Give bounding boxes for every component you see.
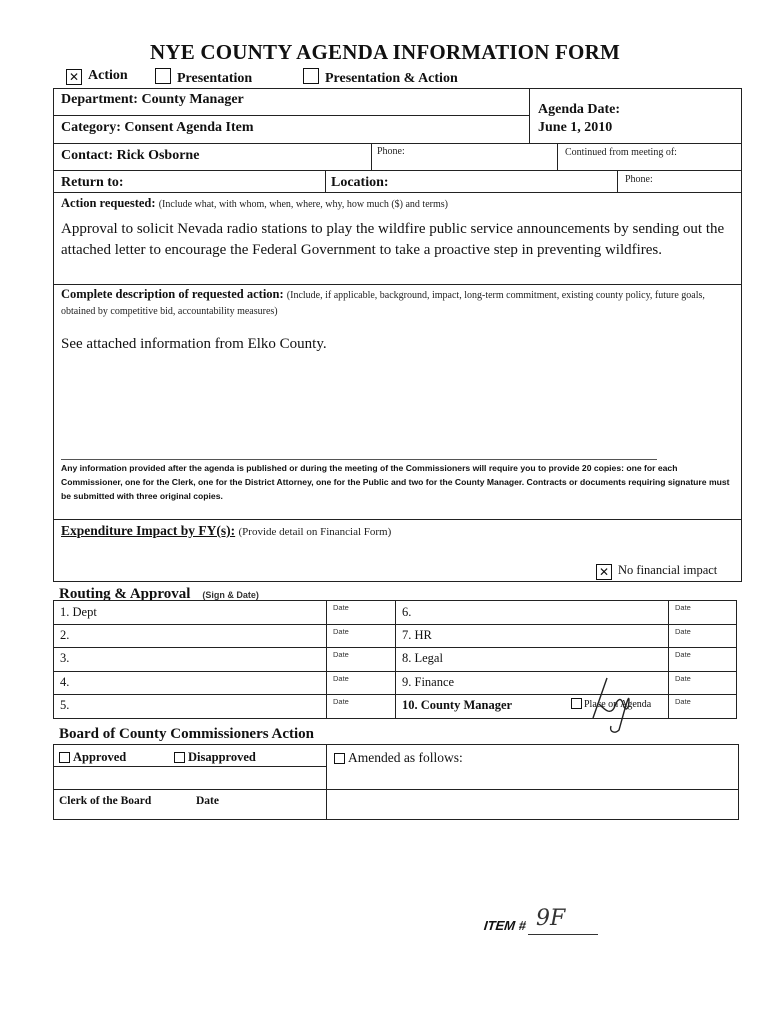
date-label: Date: [675, 650, 691, 659]
agenda-date-label: Agenda Date:: [538, 102, 621, 117]
date-label: Date: [333, 697, 349, 706]
agenda-date-value: June 1, 2010: [538, 120, 613, 135]
routing-row-left: 1. Dept: [60, 605, 97, 619]
date-label: Date: [675, 674, 691, 683]
department-field: Department: County Manager: [61, 92, 244, 107]
routing-row-right: 7. HR: [402, 628, 432, 642]
date-label: Date: [675, 627, 691, 636]
action-requested-text: Approval to solicit Nevada radio stations to play the wildfire public service announcements by sending out the attached letter to encourage the Federal Government to take a proactive step in preventing wildfires.: [61, 221, 725, 258]
routing-heading: Routing & Approval (Sign & Date): [59, 586, 259, 602]
description-text: See attached information from Elko County.: [61, 336, 327, 352]
checkbox-icon[interactable]: [59, 752, 70, 763]
place-on-agenda[interactable]: Place on Agenda: [571, 698, 651, 710]
signature-mark: [585, 676, 645, 736]
date-label: Date: [333, 650, 349, 659]
routing-row-right: 8. Legal: [402, 651, 443, 665]
checkbox-icon[interactable]: [303, 68, 319, 84]
continued-label: Continued from meeting of:: [565, 147, 677, 158]
checkbox-checked-icon[interactable]: ✕: [66, 69, 82, 85]
routing-row-right: 9. Finance: [402, 675, 455, 689]
return-to-field: Return to:: [61, 175, 124, 190]
option-presentation-action[interactable]: Presentation & Action: [303, 68, 458, 87]
date-label: Date: [675, 697, 691, 706]
action-requested-heading: Action requested: (Include what, with whom, when, where, why, how much ($) and terms): [61, 196, 448, 210]
routing-row-right: 6.: [402, 605, 412, 619]
routing-row-left: 4.: [60, 675, 70, 689]
routing-row-left: 2.: [60, 628, 70, 642]
option-action[interactable]: ✕ Action: [66, 68, 128, 85]
checkbox-checked-icon[interactable]: ✕: [596, 564, 612, 580]
routing-row-left: 3.: [60, 651, 70, 665]
description-heading: Complete description of requested action: (Include, if applicable, background, impact, long-term commitment, existing county policy, future goals, obtained by competitive bid, accountability measures): [61, 287, 705, 317]
checkbox-icon[interactable]: [571, 698, 582, 709]
routing-row-right: 10. County Manager: [402, 698, 513, 712]
checkbox-icon[interactable]: [174, 752, 185, 763]
board-date-label: Date: [196, 795, 219, 807]
no-financial-impact[interactable]: ✕ No financial impact: [596, 563, 717, 580]
checkbox-icon[interactable]: [334, 753, 345, 764]
approved-option[interactable]: Approved: [59, 750, 126, 765]
checkbox-icon[interactable]: [155, 68, 171, 84]
item-number-label: ITEM #: [483, 918, 527, 933]
copies-notice: Any information provided after the agenda is published or during the meeting of the Commissioners will require you to provide 20 copies: one for each Commissioner, one for the Clerk, one for the District Attorney, one for the Public and two for the County Manager. Contracts or documents requiring signature must be submitted with three original copies.: [61, 463, 730, 501]
clerk-of-board-label: Clerk of the Board: [59, 795, 152, 807]
amended-option[interactable]: Amended as follows:: [334, 750, 463, 766]
date-label: Date: [333, 674, 349, 683]
item-number-value: 9F: [536, 906, 566, 931]
board-heading: Board of County Commissioners Action: [59, 726, 315, 742]
expenditure-heading: Expenditure Impact by FY(s): (Provide detail on Financial Form): [61, 523, 392, 538]
date-label: Date: [675, 603, 691, 612]
date-label: Date: [333, 627, 349, 636]
phone2-label: Phone:: [625, 174, 653, 185]
contact-field: Contact: Rick Osborne: [61, 148, 200, 163]
location-field: Location:: [331, 175, 389, 190]
option-presentation[interactable]: Presentation: [155, 68, 252, 87]
routing-row-left: 5.: [60, 698, 70, 712]
date-label: Date: [333, 603, 349, 612]
disapproved-option[interactable]: Disapproved: [174, 750, 256, 765]
phone-label: Phone:: [377, 146, 405, 157]
form-title: NYE COUNTY AGENDA INFORMATION FORM: [150, 40, 620, 64]
category-field: Category: Consent Agenda Item: [61, 120, 254, 135]
